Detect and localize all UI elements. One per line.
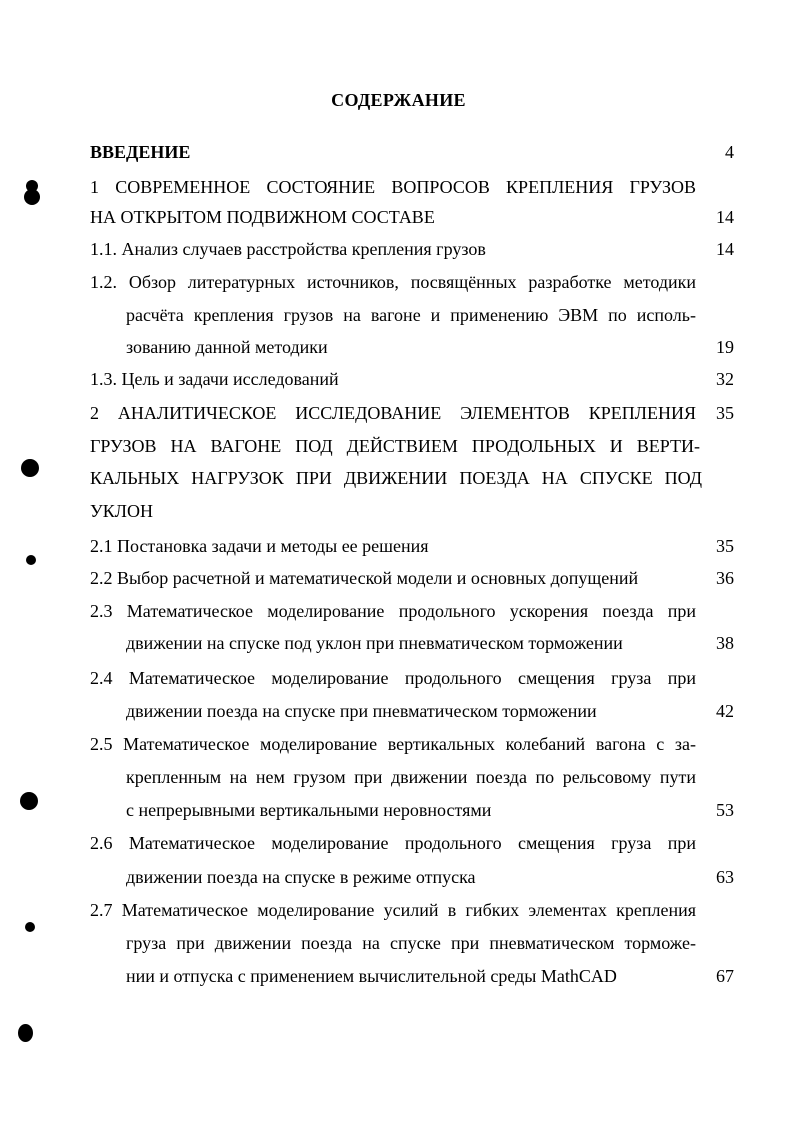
page-number: 35 bbox=[716, 536, 734, 556]
toc-section-2-3-cont: движении на спуске под уклон при пневматическом торможении bbox=[126, 633, 623, 653]
toc-entry-intro: ВВЕДЕНИЕ bbox=[90, 142, 191, 162]
toc-section-2-6-cont: движении поезда на спуске в режиме отпуска bbox=[126, 867, 476, 887]
toc-chapter-1: 1 СОВРЕМЕННОЕ СОСТОЯНИЕ ВОПРОСОВ КРЕПЛЕНИЯ ГРУЗОВ bbox=[90, 177, 696, 197]
toc-section-1-2-cont: расчёта крепления грузов на вагоне и применению ЭВМ по исполь- bbox=[126, 305, 696, 325]
binder-hole bbox=[20, 792, 38, 810]
page-number: 32 bbox=[716, 369, 734, 389]
binder-hole bbox=[24, 189, 40, 205]
toc-section-2-4: 2.4 Математическое моделирование продольного смещения груза при bbox=[90, 668, 696, 688]
page-number: 38 bbox=[716, 633, 734, 653]
page-number: 19 bbox=[716, 337, 734, 357]
toc-section-2-7-cont: нии и отпуска с применением вычислительной среды MathCAD bbox=[126, 966, 617, 986]
toc-section-1-2: 1.2. Обзор литературных источников, посвящённых разработке методики bbox=[90, 272, 696, 292]
toc-chapter-2-cont: КАЛЬНЫХ НАГРУЗОК ПРИ ДВИЖЕНИИ ПОЕЗДА НА СПУСКЕ ПОД bbox=[90, 468, 702, 488]
toc-section-2-4-cont: движении поезда на спуске при пневматическом торможении bbox=[126, 701, 597, 721]
page-number: 42 bbox=[716, 701, 734, 721]
toc-chapter-2-cont: ГРУЗОВ НА ВАГОНЕ ПОД ДЕЙСТВИЕМ ПРОДОЛЬНЫХ И ВЕРТИ- bbox=[90, 436, 700, 456]
binder-hole bbox=[26, 555, 36, 565]
toc-section-2-3: 2.3 Математическое моделирование продольного ускорения поезда при bbox=[90, 601, 696, 621]
page-number: 14 bbox=[716, 239, 734, 259]
toc-section-2-5: 2.5 Математическое моделирование вертикальных колебаний вагона с за- bbox=[90, 734, 696, 754]
page-number: 53 bbox=[716, 800, 734, 820]
toc-chapter-2-cont: УКЛОН bbox=[90, 501, 153, 521]
page-number: 63 bbox=[716, 867, 734, 887]
binder-hole bbox=[25, 922, 35, 932]
page-number: 67 bbox=[716, 966, 734, 986]
toc-section-2-5-cont: с непрерывными вертикальными неровностями bbox=[126, 800, 492, 820]
page-number: 14 bbox=[716, 207, 734, 227]
toc-section-2-7: 2.7 Математическое моделирование усилий в гибких элементах крепления bbox=[90, 900, 696, 920]
page-number: 4 bbox=[725, 142, 734, 162]
toc-section-2-7-cont: груза при движении поезда на спуске при пневматическом торможе- bbox=[126, 933, 696, 953]
toc-section-2-1: 2.1 Постановка задачи и методы ее решения bbox=[90, 536, 429, 556]
toc-section-2-5-cont: крепленным на нем грузом при движении поезда по рельсовому пути bbox=[126, 767, 696, 787]
page-title: СОДЕРЖАНИЕ bbox=[331, 90, 466, 110]
toc-section-2-2: 2.2 Выбор расчетной и математической модели и основных допущений bbox=[90, 568, 639, 588]
toc-section-1-2-cont: зованию данной методики bbox=[126, 337, 328, 357]
toc-section-2-6: 2.6 Математическое моделирование продольного смещения груза при bbox=[90, 833, 696, 853]
page-number: 35 bbox=[716, 403, 734, 423]
toc-section-1-3: 1.3. Цель и задачи исследований bbox=[90, 369, 339, 389]
binder-hole bbox=[21, 459, 39, 477]
page-number: 36 bbox=[716, 568, 734, 588]
toc-section-1-1: 1.1. Анализ случаев расстройства крепления грузов bbox=[90, 239, 486, 259]
toc-chapter-2: 2 АНАЛИТИЧЕСКОЕ ИССЛЕДОВАНИЕ ЭЛЕМЕНТОВ КРЕПЛЕНИЯ bbox=[90, 403, 696, 423]
binder-hole bbox=[18, 1024, 33, 1042]
toc-chapter-1-cont: НА ОТКРЫТОМ ПОДВИЖНОМ СОСТАВЕ bbox=[90, 207, 435, 227]
